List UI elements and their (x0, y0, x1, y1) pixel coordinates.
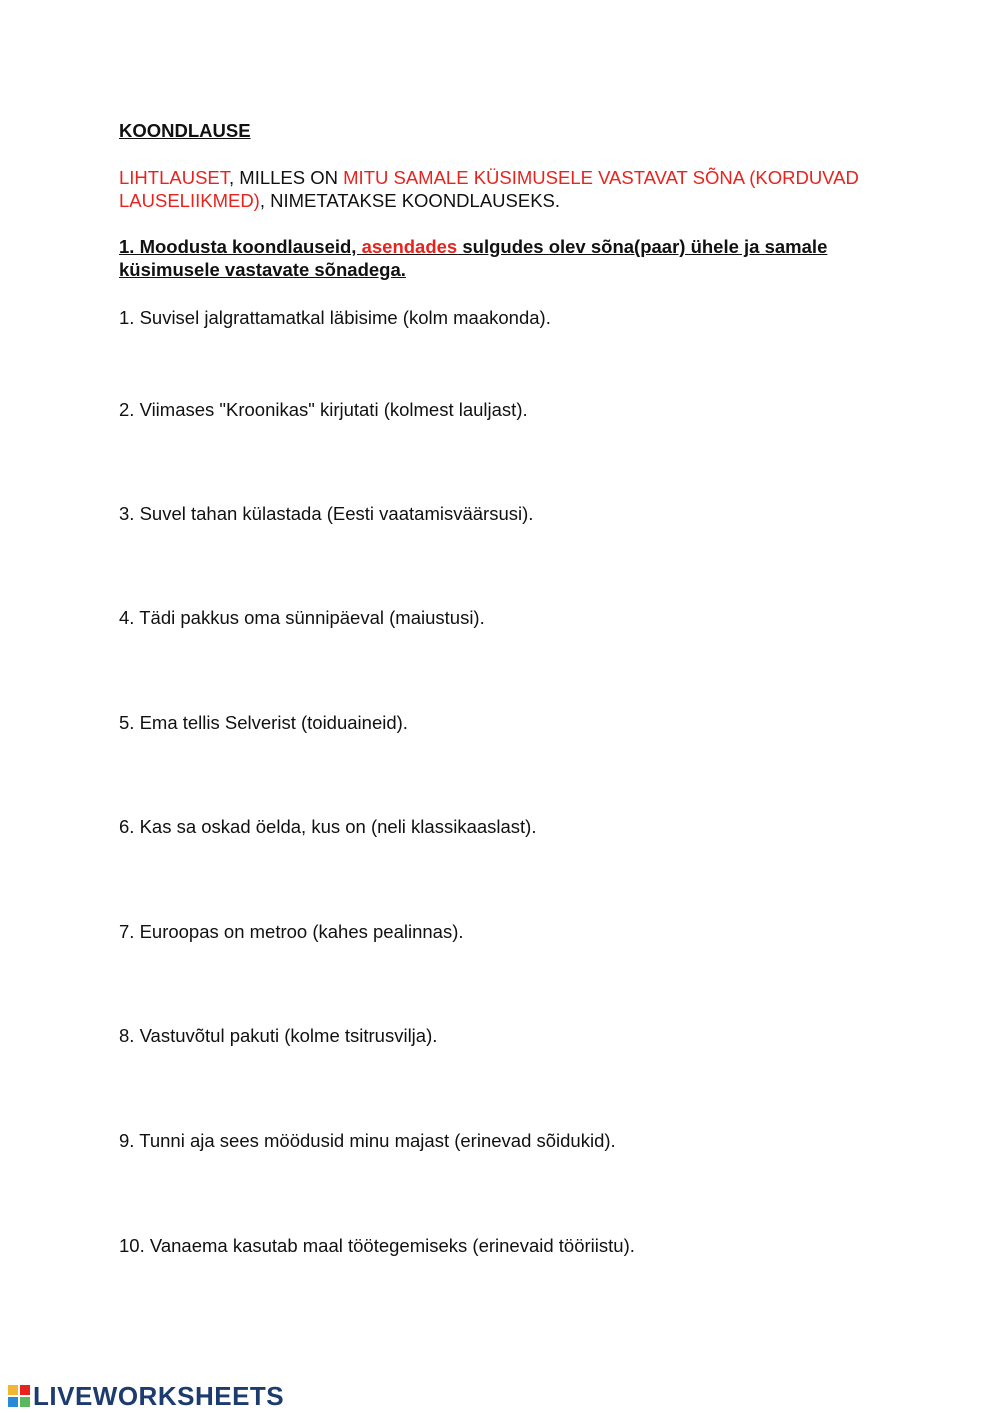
definition-term: LIHTLAUSET (119, 167, 230, 188)
exercise-item: 2. Viimases "Kroonikas" kirjutati (kolmest lauljast). (119, 399, 528, 420)
exercise-item: 4. Tädi pakkus oma sünnipäeval (maiustusi). (119, 607, 485, 628)
exercise-item: 7. Euroopas on metroo (kahes pealinnas). (119, 921, 464, 942)
exercise-item: 5. Ema tellis Selverist (toiduaineid). (119, 712, 408, 733)
exercise-item: 6. Kas sa oskad öelda, kus on (neli klassikaaslast). (119, 816, 537, 837)
instruction-highlight: asendades (361, 236, 458, 257)
exercise-item: 10. Vanaema kasutab maal töötegemiseks (erinevaid tööriistu). (119, 1235, 635, 1256)
definition-text: , MILLES ON (229, 167, 344, 188)
exercise-item: 8. Vastuvõtul pakuti (kolme tsitrusvilja). (119, 1025, 438, 1046)
definition-text-end: , NIMETATAKSE KOONDLAUSEKS. (259, 190, 561, 211)
exercise-item: 1. Suvisel jalgrattamatkal läbisime (kolm maakonda). (119, 307, 551, 328)
instruction-start: 1. Moodusta koondlauseid, (119, 236, 362, 257)
definition-highlight: MITU SAMALE KÜSIMUSELE VASTAVAT SÕNA (KORDUVAD LAUSELIIKMED) (119, 167, 859, 211)
page-title: KOONDLAUSE (119, 120, 251, 141)
definition-paragraph (119, 166, 859, 212)
footer-brand (8, 1380, 284, 1412)
exercise-item: 3. Suvel tahan külastada (Eesti vaatamisväärsusi). (119, 503, 534, 524)
instruction-end: sulgudes olev sõna(paar) ühele ja samale küsimusele vastavate sõnadega. (119, 236, 828, 280)
exercise-item: 9. Tunni aja sees möödusid minu majast (erinevad sõidukid). (119, 1130, 616, 1151)
liveworksheets-logo-icon (8, 1385, 30, 1407)
brand-name: LIVEWORKSHEETS (33, 1380, 285, 1411)
exercise-instruction (119, 235, 859, 281)
worksheet-content (119, 119, 859, 1256)
